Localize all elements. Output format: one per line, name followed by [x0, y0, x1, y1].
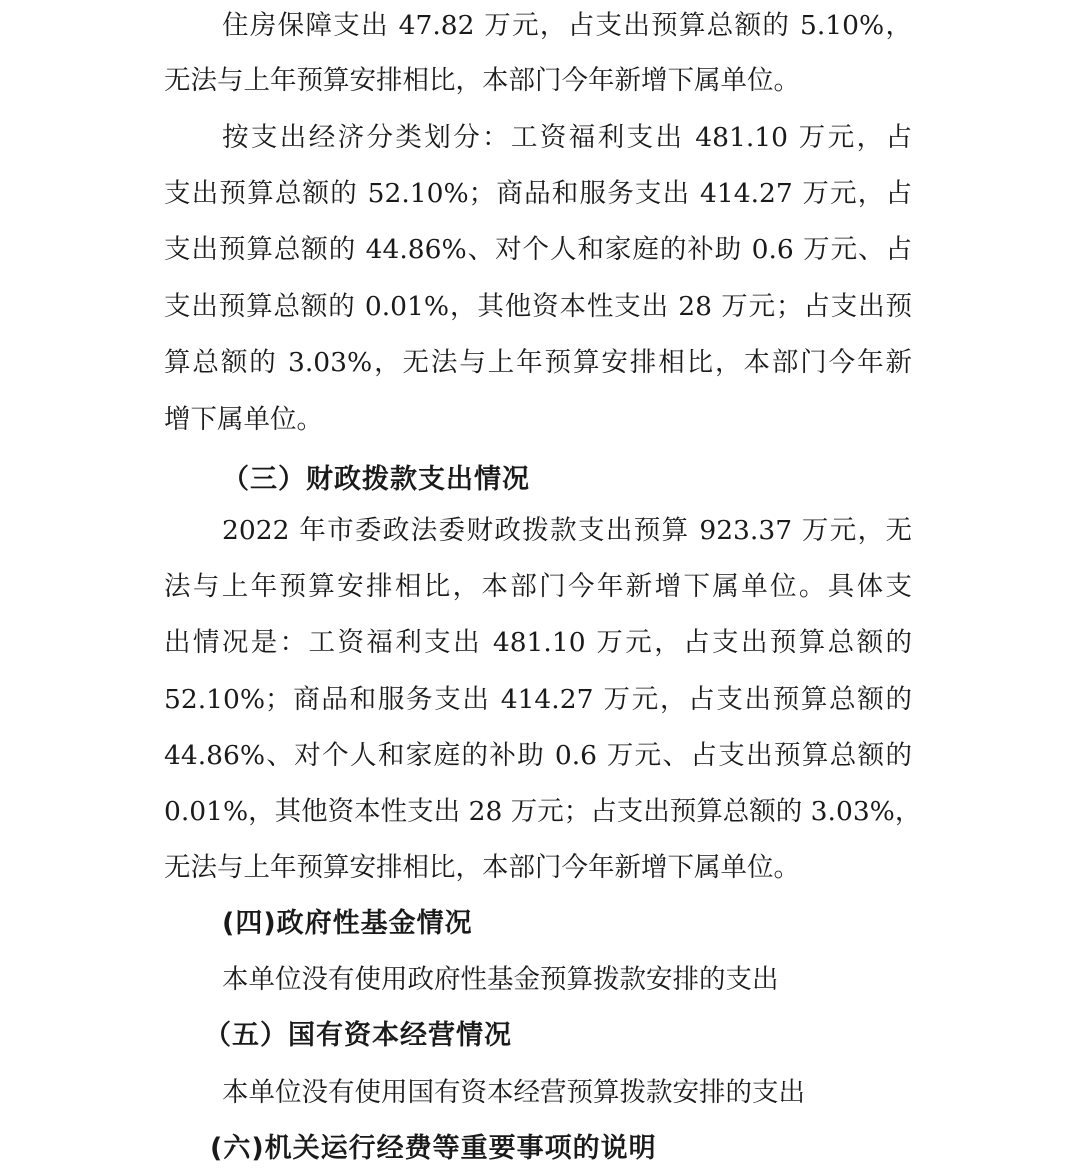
paragraph-line: 本单位没有使用国有资本经营预算拨款安排的支出 [222, 1077, 805, 1108]
paragraph-line: 2022 年市委政法委财政拨款支出预算 923.37 万元，无 [222, 515, 912, 546]
paragraph-line: 44.86%、对个人和家庭的补助 0.6 万元、占支出预算总额的 [164, 740, 912, 771]
paragraph-line: 法与上年预算安排相比，本部门今年新增下属单位。具体支 [164, 571, 912, 602]
paragraph-line: 增下属单位。 [164, 404, 323, 435]
paragraph-line: 无法与上年预算安排相比，本部门今年新增下属单位。 [164, 65, 800, 96]
paragraph-line: 0.01%，其他资本性支出 28 万元；占支出预算总额的 3.03%， [164, 796, 922, 827]
section-heading-state-capital: （五）国有资本经营情况 [204, 1020, 512, 1051]
paragraph-line: 支出预算总额的 52.10%；商品和服务支出 414.27 万元，占 [164, 178, 912, 209]
paragraph-line: 算总额的 3.03%，无法与上年预算安排相比，本部门今年新 [164, 347, 912, 378]
paragraph-line: 无法与上年预算安排相比，本部门今年新增下属单位。 [164, 852, 800, 883]
section-heading-fiscal: （三）财政拨款支出情况 [222, 464, 530, 495]
paragraph-line: 住房保障支出 47.82 万元，占支出预算总额的 5.10%， [222, 10, 912, 41]
paragraph-line: 本单位没有使用政府性基金预算拨款安排的支出 [222, 964, 779, 995]
paragraph-line: 52.10%；商品和服务支出 414.27 万元，占支出预算总额的 [164, 684, 912, 715]
paragraph-line: 出情况是：工资福利支出 481.10 万元，占支出预算总额的 [164, 627, 912, 658]
section-heading-agency: (六)机关运行经费等重要事项的说明 [210, 1133, 657, 1164]
paragraph-line: 按支出经济分类划分：工资福利支出 481.10 万元，占 [222, 122, 912, 153]
paragraph-line: 支出预算总额的 44.86%、对个人和家庭的补助 0.6 万元、占 [164, 234, 912, 265]
paragraph-line: 支出预算总额的 0.01%，其他资本性支出 28 万元；占支出预 [164, 291, 912, 322]
section-heading-gov-fund: (四)政府性基金情况 [222, 908, 473, 939]
